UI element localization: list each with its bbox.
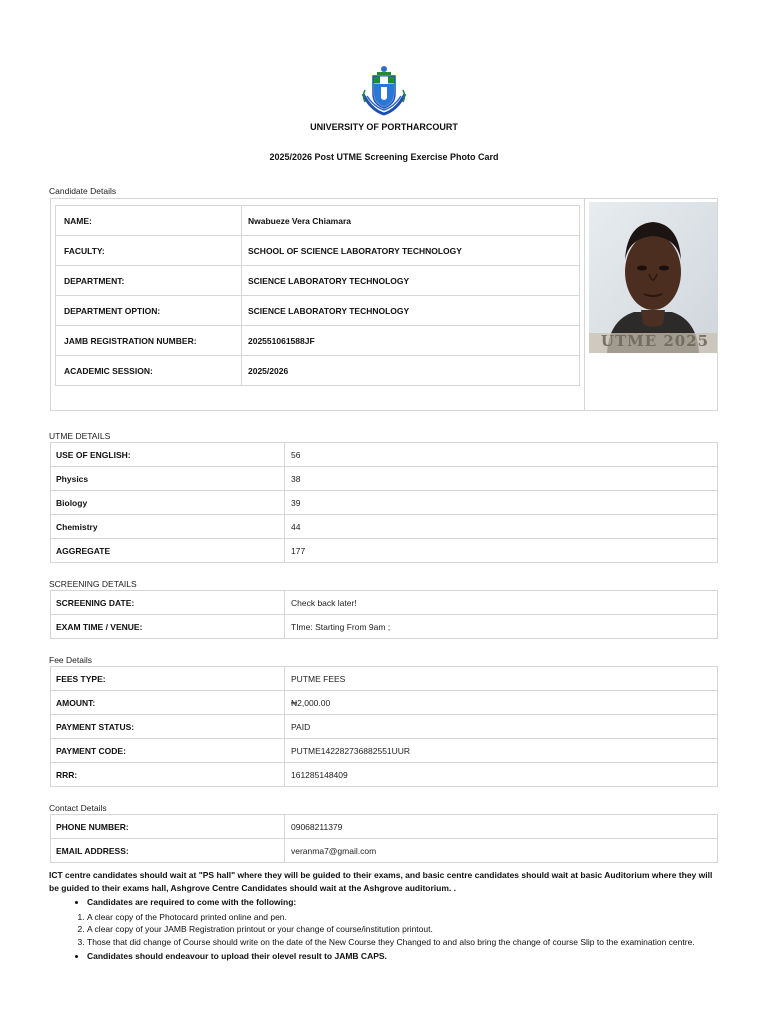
university-logo	[359, 64, 409, 116]
photo-watermark: UTME 2025	[600, 332, 710, 350]
exam-time-label: EXAM TIME / VENUE:	[51, 615, 285, 639]
jamb-reg-value: 202551061588JF	[242, 326, 580, 356]
phone-label: PHONE NUMBER:	[51, 815, 285, 839]
email-label: EMAIL ADDRESS:	[51, 839, 285, 863]
phone-value: 09068211379	[285, 815, 718, 839]
requirements-bullets	[49, 896, 721, 909]
department-label: DEPARTMENT:	[56, 266, 242, 296]
aggregate-score: 177	[285, 539, 718, 563]
payment-status-label: PAYMENT STATUS:	[51, 715, 285, 739]
department-option-value: SCIENCE LABORATORY TECHNOLOGY	[242, 296, 580, 326]
jamb-reg-label: JAMB REGISTRATION NUMBER:	[56, 326, 242, 356]
amount-label: AMOUNT:	[51, 691, 285, 715]
fee-details-label: Fee Details	[49, 655, 92, 665]
academic-session-label: ACADEMIC SESSION:	[56, 356, 242, 386]
table-row	[51, 443, 718, 467]
list-item: 3. Those that did change of Course should write on the date of the New Course they Changed to and also bring the change of course Slip to the examination centre.	[87, 936, 721, 949]
table-row	[56, 326, 580, 356]
faculty-label: FACULTY:	[56, 236, 242, 266]
rrr-value: 161285148409	[285, 763, 718, 787]
table-row	[56, 296, 580, 326]
faculty-value: SCHOOL OF SCIENCE LABORATORY TECHNOLOGY	[242, 236, 580, 266]
name-value: Nwabueze Vera Chiamara	[242, 206, 580, 236]
screening-date-value: Check back later!	[285, 591, 718, 615]
candidate-details-label: Candidate Details	[49, 186, 117, 196]
table-row	[51, 715, 718, 739]
list-item: 2. A clear copy of your JAMB Registration printout or your change of course/institution printout.	[87, 923, 721, 936]
table-row	[51, 615, 718, 639]
screening-details-table	[50, 590, 718, 639]
list-item: 1. A clear copy of the Photocard printed online and pen.	[87, 911, 721, 924]
table-row	[51, 539, 718, 563]
fees-type-value: PUTME FEES	[285, 667, 718, 691]
screening-date-label: SCREENING DATE:	[51, 591, 285, 615]
table-row	[56, 206, 580, 236]
utme-details-table	[50, 442, 718, 563]
fee-details-table	[50, 666, 718, 787]
requirements-list	[49, 911, 721, 949]
academic-session-value: 2025/2026	[242, 356, 580, 386]
rrr-label: RRR:	[51, 763, 285, 787]
department-option-label: DEPARTMENT OPTION:	[56, 296, 242, 326]
photo-card-title: 2025/2026 Post UTME Screening Exercise Photo Card	[269, 152, 499, 162]
table-row	[51, 839, 718, 863]
venue-instructions: ICT centre candidates should wait at "PS hall" where they will be guided to their exams, and basic centre candidates should wait at basic Auditorium where they will be guided to their exams hall, Ashgrove Centre Candidates should wait at the Ashgrove auditorium. .	[49, 870, 713, 893]
name-label: NAME:	[56, 206, 242, 236]
university-name: UNIVERSITY OF PORTHARCOURT	[310, 122, 458, 132]
screening-details-label: SCREENING DETAILS	[49, 579, 137, 589]
table-row	[51, 739, 718, 763]
table-row	[56, 356, 580, 386]
contact-details-table	[50, 814, 718, 863]
email-value: veranma7@gmail.com	[285, 839, 718, 863]
fees-type-label: FEES TYPE:	[51, 667, 285, 691]
table-row	[56, 236, 580, 266]
table-row	[51, 691, 718, 715]
table-row	[51, 515, 718, 539]
candidate-photo-frame	[584, 198, 718, 411]
university-crest-icon	[359, 64, 409, 116]
chemistry-label: Chemistry	[51, 515, 285, 539]
contact-details-label: Contact Details	[49, 803, 107, 813]
table-row	[51, 667, 718, 691]
table-row	[51, 591, 718, 615]
payment-code-value: PUTME142282736882551UUR	[285, 739, 718, 763]
candidate-photo	[589, 202, 717, 353]
utme-details-label: UTME DETAILS	[49, 431, 111, 441]
payment-code-label: PAYMENT CODE:	[51, 739, 285, 763]
olevel-upload-note: • Candidates should endeavour to upload their olevel result to JAMB CAPS.	[87, 950, 721, 963]
table-row	[56, 266, 580, 296]
table-row	[51, 491, 718, 515]
english-score: 56	[285, 443, 718, 467]
table-row	[51, 467, 718, 491]
table-row	[51, 763, 718, 787]
candidate-instructions	[49, 869, 721, 963]
payment-status-value: PAID	[285, 715, 718, 739]
english-label: USE OF ENGLISH:	[51, 443, 285, 467]
physics-score: 38	[285, 467, 718, 491]
requirements-heading: • Candidates are required to come with the following:	[87, 896, 721, 909]
biology-label: Biology	[51, 491, 285, 515]
biology-score: 39	[285, 491, 718, 515]
candidate-details-table	[55, 205, 580, 386]
aggregate-label: AGGREGATE	[51, 539, 285, 563]
physics-label: Physics	[51, 467, 285, 491]
chemistry-score: 44	[285, 515, 718, 539]
amount-value: ₦2,000.00	[285, 691, 718, 715]
table-row	[51, 815, 718, 839]
olevel-bullets	[49, 950, 721, 963]
exam-time-value: TIme: Starting From 9am ;	[285, 615, 718, 639]
department-value: SCIENCE LABORATORY TECHNOLOGY	[242, 266, 580, 296]
